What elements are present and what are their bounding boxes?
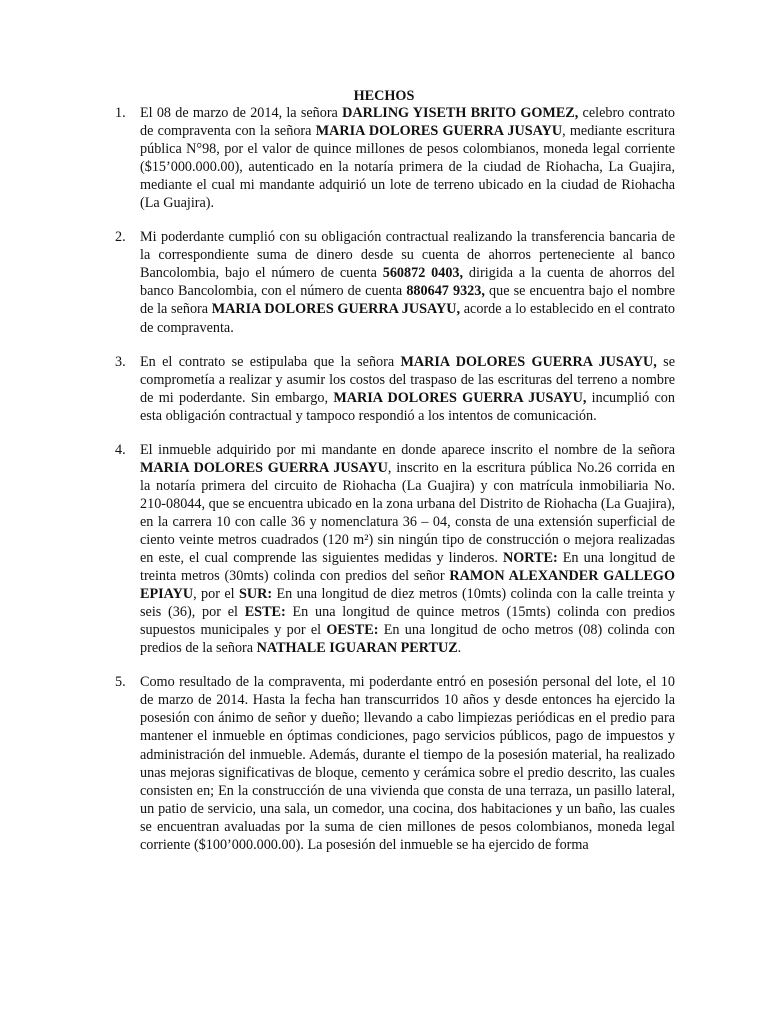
fact-paragraph — [140, 673, 675, 871]
section-title: HECHOS — [353, 88, 415, 104]
fact-number: 3. — [115, 353, 126, 370]
text-run: incumplió con esta obligación contractual y tampoco respondió a los intentos de comunicación. — [140, 389, 675, 424]
text-run: En una longitud de treinta metros (30mts) colinda con predios del señor — [140, 550, 675, 585]
text-run: En una longitud de diez metros (10mts) colinda con la calle treinta y seis (36), por el — [140, 586, 675, 621]
bold-text: 560872 0403, — [382, 265, 464, 282]
bold-text: MARIA DOLORES GUERRA JUSAYU — [140, 459, 388, 476]
text-run: se comprometía a realizar y asumir los costos del traspaso de las escrituras del terreno a nombre de mi poderdante. Sin embargo, — [140, 353, 675, 406]
text-run: . — [457, 640, 462, 657]
bold-text: MARIA DOLORES GUERRA JUSAYU — [315, 123, 563, 140]
text-run: , mediante escritura pública N°98, por el valor de quince millones de pesos colombianos, moneda legal corriente ($15’000.000.00), autenticado en la notaría primera de la ciudad de Riohacha, La Guajira, mediante el cual mi mandante adquirió un lote de terreno ubicado en la ciudad de Riohacha (La Guajira). — [140, 123, 675, 212]
text-run: En una longitud de ocho metros (08) colinda con predios de la señora — [140, 622, 675, 657]
text-run: acorde a lo establecido en el contrato de compraventa. — [140, 301, 675, 336]
fact-item-2 — [0, 228, 768, 336]
fact-paragraph — [140, 441, 675, 658]
fact-paragraph — [140, 228, 675, 336]
text-run: Como resultado de la compraventa, mi poderdante entró en posesión personal del lote, el 10 de marzo de 2014. Hasta la fecha han transcurridos 10 años y desde entonces ha ejercido la posesión con ánimo de señor y dueño; llevando a cabo limpiezas periódicas en el predio para mantener el inmueble en óptimas condiciones, pago servicios públicos, pago de impuestos y administración del inmueble. Además, durante el tiempo de la posesión material, ha realizado unas mejoras significativas de bloque, cemento y cerámica sobre el predio descrito, las cuales consisten en; En la construcción de una vivienda que consta de una terraza, un pasillo lateral, un patio de servicio, una sala, un comedor, una cocina, dos habitaciones y un baño, las cuales se encuentran avaluadas por la suma de cien millones de pesos colombianos, moneda legal corriente ($100’000.000.00). La posesión del inmueble se ha ejercido de forma — [140, 674, 675, 853]
fact-item-1 — [0, 104, 768, 212]
text-run: El inmueble adquirido por mi mandante en donde aparece inscrito el nombre de la señora — [140, 441, 675, 458]
bold-text: RAMON ALEXANDER GALLEGO EPIAYU — [140, 568, 675, 603]
text-run: celebro contrato de compraventa con la señora — [140, 105, 675, 140]
text-run: que se encuentra bajo el nombre de la señora — [140, 283, 675, 318]
text-run: En el contrato se estipulaba que la señora — [140, 353, 401, 370]
bold-text: MARIA DOLORES GUERRA JUSAYU, — [333, 389, 587, 406]
fact-number: 4. — [115, 441, 126, 458]
text-run: , inscrito en la escritura pública No.26 corrida en la notaría primera del circuito de Riohacha (La Guajira) y con matrícula inmobiliaria No. 210-08044, que se encuentra ubicado en la zona urbana del Distrito de Riohacha (La Guajira), en la carrera 10 con calle 36 y nomenclatura 36 – 04, consta de una extensión superficial de ciento veinte metros cuadrados (120 m²) sin ningún tipo de construcción o mejora realizadas en este, el cual comprende las siguientes medidas y linderos. — [140, 459, 675, 567]
text-run: , por el — [193, 586, 239, 603]
fact-number: 2. — [115, 229, 126, 246]
text-run: En una longitud de quince metros (15mts) colinda con predios supuestos municipales y por el — [140, 604, 675, 639]
fact-item-3 — [0, 353, 768, 425]
bold-text: MARIA DOLORES GUERRA JUSAYU, — [211, 301, 461, 318]
fact-number: 5. — [115, 674, 126, 691]
fact-number: 1. — [115, 105, 126, 121]
bold-text: OESTE: — [326, 622, 379, 639]
bold-text: 880647 9323, — [406, 283, 485, 300]
text-run: dirigida a la cuenta de ahorros del banco Bancolombia, con el número de cuenta — [140, 265, 675, 300]
bold-text: NORTE: — [502, 550, 558, 567]
bold-text: ESTE: — [244, 604, 286, 621]
fact-paragraph — [140, 353, 675, 425]
bold-text: DARLING YISETH BRITO GOMEZ, — [342, 105, 579, 121]
fact-paragraph — [140, 104, 675, 212]
text-run: El 08 de marzo de 2014, la señora — [140, 105, 343, 121]
fact-item-4 — [0, 441, 768, 658]
bold-text: MARIA DOLORES GUERRA JUSAYU, — [400, 353, 657, 370]
bold-text: NATHALE IGUARAN PERTUZ — [256, 640, 458, 657]
facts-list — [0, 104, 768, 887]
text-run: Mi poderdante cumplió con su obligación contractual realizando la transferencia bancaria de la correspondiente suma de dinero desde su cuenta de ahorros perteneciente al banco Bancolombia, bajo el número de cuenta — [140, 229, 675, 282]
bold-text: SUR: — [238, 586, 273, 603]
fact-item-5 — [0, 673, 768, 871]
